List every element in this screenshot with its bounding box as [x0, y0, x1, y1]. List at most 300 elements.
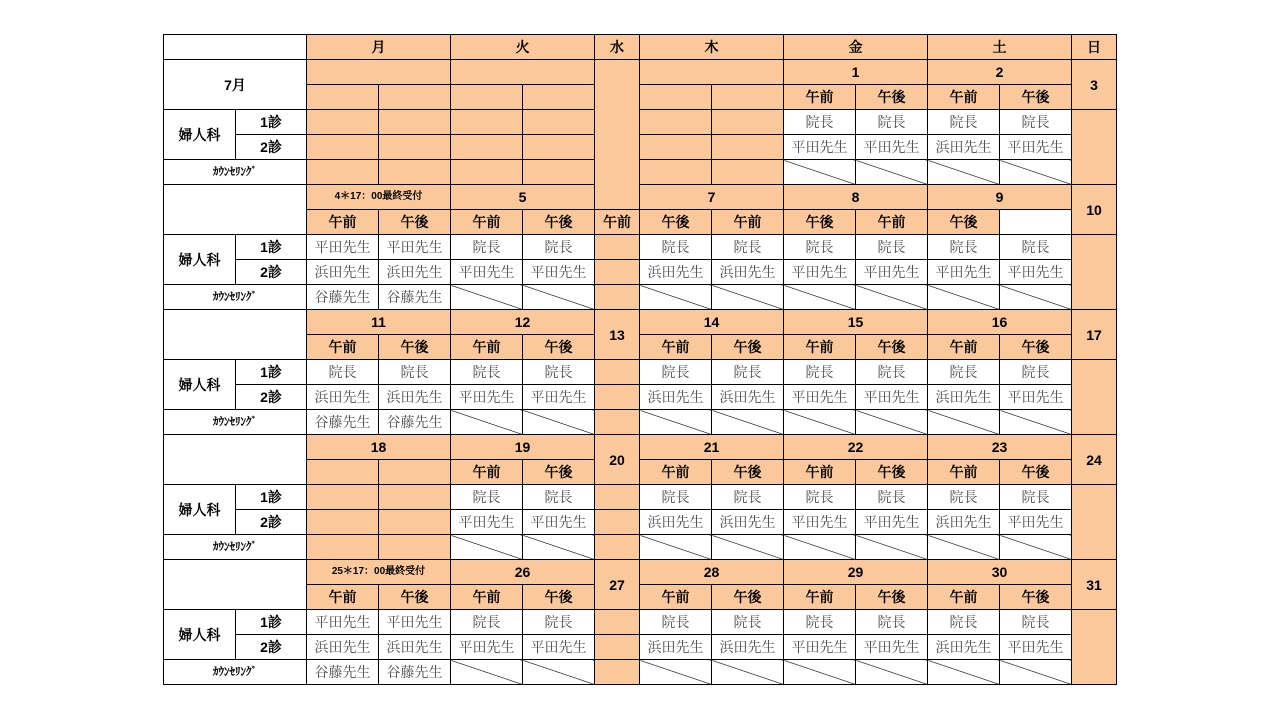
- doctor-cell: 院長: [523, 610, 595, 635]
- no-counseling-cell: [856, 160, 928, 185]
- doctor-cell: 浜田先生: [712, 385, 784, 410]
- empty-cell: [379, 85, 451, 110]
- week-5-ampm-row: [164, 585, 1117, 610]
- doctor-cell: 院長: [784, 110, 856, 135]
- weekday-wed: 水: [595, 35, 640, 60]
- doctor-cell: 院長: [784, 485, 856, 510]
- no-counseling-cell: [784, 660, 856, 685]
- doctor-cell: 院長: [1000, 110, 1072, 135]
- doctor-cell: 平田先生: [1000, 510, 1072, 535]
- doctor-cell: 院長: [640, 235, 712, 260]
- no-counseling-cell: [523, 660, 595, 685]
- doctor-cell: 院長: [856, 110, 928, 135]
- doctor-cell: 院長: [451, 485, 523, 510]
- pm-label: 午後: [784, 210, 856, 235]
- pm-label: 午後: [712, 335, 784, 360]
- no-counseling-cell: [928, 660, 1000, 685]
- empty-cell: [307, 460, 379, 485]
- no-counseling-cell: [928, 160, 1000, 185]
- pm-label: 午後: [523, 210, 595, 235]
- date-cell-sun: 31: [1072, 560, 1117, 610]
- clinic2-label: 2診: [236, 510, 307, 535]
- no-counseling-cell: [451, 410, 523, 435]
- date-cell: 28: [640, 560, 784, 585]
- pm-label: 午後: [856, 460, 928, 485]
- am-label: 午前: [928, 335, 1000, 360]
- doctor-cell: 平田先生: [523, 510, 595, 535]
- doctor-cell: 院長: [640, 610, 712, 635]
- no-counseling-cell: [1000, 410, 1072, 435]
- week-4-clinic2-row: [164, 510, 1117, 535]
- pm-label: 午後: [712, 585, 784, 610]
- doctor-cell: 院長: [1000, 235, 1072, 260]
- doctor-cell: 院長: [784, 235, 856, 260]
- am-label: 午前: [307, 585, 379, 610]
- month-label: 7月: [164, 60, 307, 110]
- empty-cell: [640, 110, 712, 135]
- doctor-cell: 院長: [523, 235, 595, 260]
- pm-label: 午後: [379, 585, 451, 610]
- empty-cell: [523, 85, 595, 110]
- no-counseling-cell: [640, 285, 712, 310]
- dept-label: 婦人科: [164, 485, 236, 535]
- date-cell: 9: [928, 185, 1072, 210]
- clinic2-label: 2診: [236, 635, 307, 660]
- week-3-clinic1-row: [164, 360, 1117, 385]
- empty-cell: [307, 535, 379, 560]
- no-counseling-cell: [523, 410, 595, 435]
- counseling-label: ｶｳﾝｾﾘﾝｸﾞ: [164, 660, 307, 685]
- doctor-cell: 平田先生: [523, 635, 595, 660]
- week-1-ampm-row: [164, 85, 1117, 110]
- date-cell-sun: 10: [1072, 185, 1117, 235]
- clinic1-label: 1診: [236, 360, 307, 385]
- doctor-cell: 平田先生: [307, 610, 379, 635]
- doctor-cell: 浜田先生: [307, 260, 379, 285]
- empty-cell: [640, 135, 712, 160]
- date-cell: [451, 60, 595, 85]
- doctor-cell: 平田先生: [856, 260, 928, 285]
- doctor-cell: 谷藤先生: [379, 285, 451, 310]
- weekday-sat: 土: [928, 35, 1072, 60]
- week-2-counseling-row: [164, 285, 1117, 310]
- sun-closed-cell: [1072, 360, 1117, 435]
- date-cell: 2: [928, 60, 1072, 85]
- pm-label: 午後: [379, 210, 451, 235]
- doctor-cell: 平田先生: [784, 260, 856, 285]
- pm-label: 午後: [1000, 585, 1072, 610]
- sun-closed-cell: [1072, 235, 1117, 310]
- am-label: 午前: [712, 210, 784, 235]
- no-counseling-cell: [928, 535, 1000, 560]
- no-counseling-cell: [784, 535, 856, 560]
- wed-closed-cell: [595, 485, 640, 510]
- date-cell: 18: [307, 435, 451, 460]
- empty-cell: [379, 510, 451, 535]
- doctor-cell: 平田先生: [784, 635, 856, 660]
- date-cell: 11: [307, 310, 451, 335]
- doctor-cell: 谷藤先生: [307, 285, 379, 310]
- clinic1-label: 1診: [236, 110, 307, 135]
- no-counseling-cell: [712, 285, 784, 310]
- doctor-cell: 平田先生: [379, 235, 451, 260]
- doctor-cell: 院長: [856, 360, 928, 385]
- week-spacer: [164, 560, 307, 610]
- no-counseling-cell: [1000, 535, 1072, 560]
- weekday-tue: 火: [451, 35, 595, 60]
- dept-label: 婦人科: [164, 610, 236, 660]
- doctor-cell: 院長: [784, 610, 856, 635]
- pm-label: 午後: [856, 335, 928, 360]
- no-counseling-cell: [856, 535, 928, 560]
- clinic1-label: 1診: [236, 235, 307, 260]
- week-4-date-row: [164, 435, 1117, 460]
- no-counseling-cell: [1000, 160, 1072, 185]
- am-label: 午前: [784, 85, 856, 110]
- empty-cell: [451, 135, 523, 160]
- week-2-ampm-row: [164, 210, 1117, 235]
- wed-closed-cell: [595, 510, 640, 535]
- no-counseling-cell: [784, 160, 856, 185]
- empty-cell: [640, 160, 712, 185]
- empty-cell: [712, 85, 784, 110]
- doctor-cell: 浜田先生: [640, 510, 712, 535]
- wed-closed-cell: [595, 535, 640, 560]
- dept-label: 婦人科: [164, 110, 236, 160]
- pm-label: 午後: [856, 585, 928, 610]
- doctor-cell: 浜田先生: [928, 385, 1000, 410]
- doctor-cell: 院長: [1000, 485, 1072, 510]
- empty-cell: [712, 135, 784, 160]
- doctor-cell: 院長: [640, 485, 712, 510]
- doctor-cell: 院長: [451, 235, 523, 260]
- date-cell: 8: [784, 185, 928, 210]
- date-cell-note: 25＊17：00最終受付: [307, 560, 451, 585]
- pm-label: 午後: [1000, 460, 1072, 485]
- date-cell-sun: 17: [1072, 310, 1117, 360]
- week-5-clinic1-row: [164, 610, 1117, 635]
- am-label: 午前: [595, 210, 640, 235]
- doctor-cell: 平田先生: [523, 385, 595, 410]
- empty-cell: [307, 85, 379, 110]
- empty-cell: [379, 460, 451, 485]
- week-1-clinic2-row: [164, 135, 1117, 160]
- pm-label: 午後: [640, 210, 712, 235]
- date-cell: 16: [928, 310, 1072, 335]
- empty-cell: [712, 160, 784, 185]
- week-3-date-row: [164, 310, 1117, 335]
- week-2-clinic1-row: [164, 235, 1117, 260]
- am-label: 午前: [784, 585, 856, 610]
- clinic1-label: 1診: [236, 485, 307, 510]
- no-counseling-cell: [856, 410, 928, 435]
- date-cell-wed: 20: [595, 435, 640, 485]
- doctor-cell: 平田先生: [451, 385, 523, 410]
- am-label: 午前: [451, 460, 523, 485]
- pm-label: 午後: [1000, 335, 1072, 360]
- doctor-cell: 平田先生: [379, 610, 451, 635]
- wed-closed-cell: [595, 235, 640, 260]
- doctor-cell: 院長: [379, 360, 451, 385]
- date-cell: 19: [451, 435, 595, 460]
- week-1-date-row: [164, 60, 1117, 85]
- doctor-cell: 平田先生: [1000, 260, 1072, 285]
- no-counseling-cell: [928, 285, 1000, 310]
- doctor-cell: 浜田先生: [379, 385, 451, 410]
- pm-label: 午後: [523, 585, 595, 610]
- date-cell: 22: [784, 435, 928, 460]
- doctor-cell: 浜田先生: [712, 260, 784, 285]
- am-label: 午前: [784, 460, 856, 485]
- doctor-cell: 院長: [856, 235, 928, 260]
- am-label: 午前: [307, 335, 379, 360]
- sun-closed-cell: [1072, 485, 1117, 560]
- doctor-cell: 浜田先生: [712, 510, 784, 535]
- empty-cell: [523, 160, 595, 185]
- doctor-cell: 平田先生: [856, 135, 928, 160]
- week-spacer: [164, 435, 307, 485]
- no-counseling-cell: [523, 285, 595, 310]
- doctor-cell: 浜田先生: [712, 635, 784, 660]
- counseling-label: ｶｳﾝｾﾘﾝｸﾞ: [164, 285, 307, 310]
- no-counseling-cell: [1000, 660, 1072, 685]
- counseling-label: ｶｳﾝｾﾘﾝｸﾞ: [164, 160, 307, 185]
- date-cell-note: 4＊17：00最終受付: [307, 185, 451, 210]
- weekday-fri: 金: [784, 35, 928, 60]
- empty-cell: [307, 510, 379, 535]
- no-counseling-cell: [856, 660, 928, 685]
- clinic2-label: 2診: [236, 135, 307, 160]
- clinic2-label: 2診: [236, 260, 307, 285]
- no-counseling-cell: [451, 660, 523, 685]
- date-cell-sun: 3: [1072, 60, 1117, 110]
- wed-closed-cell: [595, 410, 640, 435]
- am-label: 午前: [307, 210, 379, 235]
- empty-cell: [307, 485, 379, 510]
- sun-closed-cell: [1072, 110, 1117, 185]
- am-label: 午前: [856, 210, 928, 235]
- doctor-cell: 平田先生: [1000, 385, 1072, 410]
- no-counseling-cell: [712, 535, 784, 560]
- pm-label: 午後: [856, 85, 928, 110]
- date-cell-sun: 24: [1072, 435, 1117, 485]
- empty-cell: [307, 135, 379, 160]
- no-counseling-cell: [640, 660, 712, 685]
- doctor-cell: 浜田先生: [928, 510, 1000, 535]
- am-label: 午前: [640, 460, 712, 485]
- doctor-cell: 平田先生: [784, 510, 856, 535]
- wed-closed-cell: [595, 360, 640, 385]
- doctor-cell: 院長: [712, 235, 784, 260]
- no-counseling-cell: [451, 535, 523, 560]
- doctor-cell: 院長: [451, 360, 523, 385]
- doctor-cell: 院長: [712, 360, 784, 385]
- clinic1-label: 1診: [236, 610, 307, 635]
- doctor-cell: 谷藤先生: [379, 660, 451, 685]
- date-cell: [640, 60, 784, 85]
- date-cell: 29: [784, 560, 928, 585]
- empty-cell: [379, 110, 451, 135]
- weekday-mon: 月: [307, 35, 451, 60]
- no-counseling-cell: [712, 410, 784, 435]
- header-corner: [164, 35, 307, 60]
- doctor-cell: 院長: [712, 610, 784, 635]
- doctor-cell: 平田先生: [1000, 135, 1072, 160]
- wed-closed-cell: [595, 260, 640, 285]
- week-spacer: [164, 185, 307, 235]
- doctor-cell: 谷藤先生: [307, 660, 379, 685]
- doctor-cell: 平田先生: [856, 385, 928, 410]
- empty-cell: [523, 135, 595, 160]
- doctor-cell: 平田先生: [784, 385, 856, 410]
- counseling-label: ｶｳﾝｾﾘﾝｸﾞ: [164, 410, 307, 435]
- doctor-cell: 平田先生: [856, 635, 928, 660]
- week-4-clinic1-row: [164, 485, 1117, 510]
- week-4-ampm-row: [164, 460, 1117, 485]
- clinic-schedule-table: [163, 34, 1117, 685]
- date-cell-wed: [595, 60, 640, 210]
- no-counseling-cell: [451, 285, 523, 310]
- doctor-cell: 院長: [928, 235, 1000, 260]
- week-2-date-row: [164, 185, 1117, 210]
- doctor-cell: 平田先生: [784, 135, 856, 160]
- date-cell: 30: [928, 560, 1072, 585]
- empty-cell: [523, 110, 595, 135]
- clinic2-label: 2診: [236, 385, 307, 410]
- doctor-cell: 院長: [451, 610, 523, 635]
- empty-cell: [712, 110, 784, 135]
- doctor-cell: 院長: [1000, 360, 1072, 385]
- doctor-cell: 平田先生: [307, 235, 379, 260]
- doctor-cell: 院長: [523, 485, 595, 510]
- doctor-cell: 浜田先生: [307, 635, 379, 660]
- doctor-cell: 院長: [307, 360, 379, 385]
- wed-closed-cell: [595, 285, 640, 310]
- doctor-cell: 平田先生: [928, 260, 1000, 285]
- dept-label: 婦人科: [164, 235, 236, 285]
- counseling-label: ｶｳﾝｾﾘﾝｸﾞ: [164, 535, 307, 560]
- week-5-clinic2-row: [164, 635, 1117, 660]
- week-3-counseling-row: [164, 410, 1117, 435]
- doctor-cell: 谷藤先生: [307, 410, 379, 435]
- wed-closed-cell: [595, 610, 640, 635]
- pm-label: 午後: [1000, 85, 1072, 110]
- date-cell: 14: [640, 310, 784, 335]
- date-cell: 21: [640, 435, 784, 460]
- empty-cell: [379, 535, 451, 560]
- date-cell: [307, 60, 451, 85]
- doctor-cell: 院長: [856, 485, 928, 510]
- date-cell-wed: 27: [595, 560, 640, 610]
- week-1-counseling-row: [164, 160, 1117, 185]
- dept-label: 婦人科: [164, 360, 236, 410]
- doctor-cell: 院長: [640, 360, 712, 385]
- doctor-cell: 平田先生: [451, 635, 523, 660]
- no-counseling-cell: [712, 660, 784, 685]
- am-label: 午前: [451, 335, 523, 360]
- week-3-ampm-row: [164, 335, 1117, 360]
- doctor-cell: 平田先生: [856, 510, 928, 535]
- pm-label: 午後: [523, 335, 595, 360]
- am-label: 午前: [451, 585, 523, 610]
- am-label: 午前: [928, 460, 1000, 485]
- empty-cell: [640, 85, 712, 110]
- doctor-cell: 浜田先生: [307, 385, 379, 410]
- am-label: 午前: [640, 585, 712, 610]
- am-label: 午前: [451, 210, 523, 235]
- weekday-sun: 日: [1072, 35, 1117, 60]
- week-1-clinic1-row: [164, 110, 1117, 135]
- doctor-cell: 浜田先生: [379, 635, 451, 660]
- doctor-cell: 浜田先生: [928, 135, 1000, 160]
- pm-label: 午後: [379, 335, 451, 360]
- date-cell: 1: [784, 60, 928, 85]
- empty-cell: [451, 160, 523, 185]
- doctor-cell: 院長: [928, 485, 1000, 510]
- no-counseling-cell: [784, 285, 856, 310]
- doctor-cell: 谷藤先生: [379, 410, 451, 435]
- no-counseling-cell: [1000, 285, 1072, 310]
- doctor-cell: 浜田先生: [379, 260, 451, 285]
- weekday-header-row: [164, 35, 1117, 60]
- no-counseling-cell: [856, 285, 928, 310]
- no-counseling-cell: [640, 535, 712, 560]
- empty-cell: [307, 110, 379, 135]
- date-cell: 23: [928, 435, 1072, 460]
- doctor-cell: 院長: [856, 610, 928, 635]
- doctor-cell: 院長: [784, 360, 856, 385]
- doctor-cell: 浜田先生: [640, 385, 712, 410]
- wed-closed-cell: [595, 385, 640, 410]
- no-counseling-cell: [784, 410, 856, 435]
- date-cell: 26: [451, 560, 595, 585]
- empty-cell: [307, 160, 379, 185]
- pm-label: 午後: [523, 460, 595, 485]
- empty-cell: [451, 110, 523, 135]
- doctor-cell: 院長: [712, 485, 784, 510]
- empty-cell: [379, 485, 451, 510]
- date-cell: 5: [451, 185, 595, 210]
- no-counseling-cell: [928, 410, 1000, 435]
- doctor-cell: 浜田先生: [640, 260, 712, 285]
- doctor-cell: 平田先生: [1000, 635, 1072, 660]
- week-5-counseling-row: [164, 660, 1117, 685]
- wed-closed-cell: [595, 635, 640, 660]
- doctor-cell: 平田先生: [451, 510, 523, 535]
- date-cell: 7: [640, 185, 784, 210]
- am-label: 午前: [640, 335, 712, 360]
- doctor-cell: 浜田先生: [928, 635, 1000, 660]
- week-4-counseling-row: [164, 535, 1117, 560]
- date-cell-wed: 13: [595, 310, 640, 360]
- week-5-date-row: [164, 560, 1117, 585]
- doctor-cell: 院長: [928, 110, 1000, 135]
- no-counseling-cell: [640, 410, 712, 435]
- doctor-cell: 浜田先生: [640, 635, 712, 660]
- pm-label: 午後: [712, 460, 784, 485]
- wed-closed-cell: [595, 660, 640, 685]
- am-label: 午前: [784, 335, 856, 360]
- doctor-cell: 院長: [523, 360, 595, 385]
- week-spacer: [164, 310, 307, 360]
- doctor-cell: 院長: [928, 360, 1000, 385]
- am-label: 午前: [928, 85, 1000, 110]
- weekday-thu: 木: [640, 35, 784, 60]
- doctor-cell: 平田先生: [523, 260, 595, 285]
- date-cell: 12: [451, 310, 595, 335]
- empty-cell: [451, 85, 523, 110]
- doctor-cell: 院長: [928, 610, 1000, 635]
